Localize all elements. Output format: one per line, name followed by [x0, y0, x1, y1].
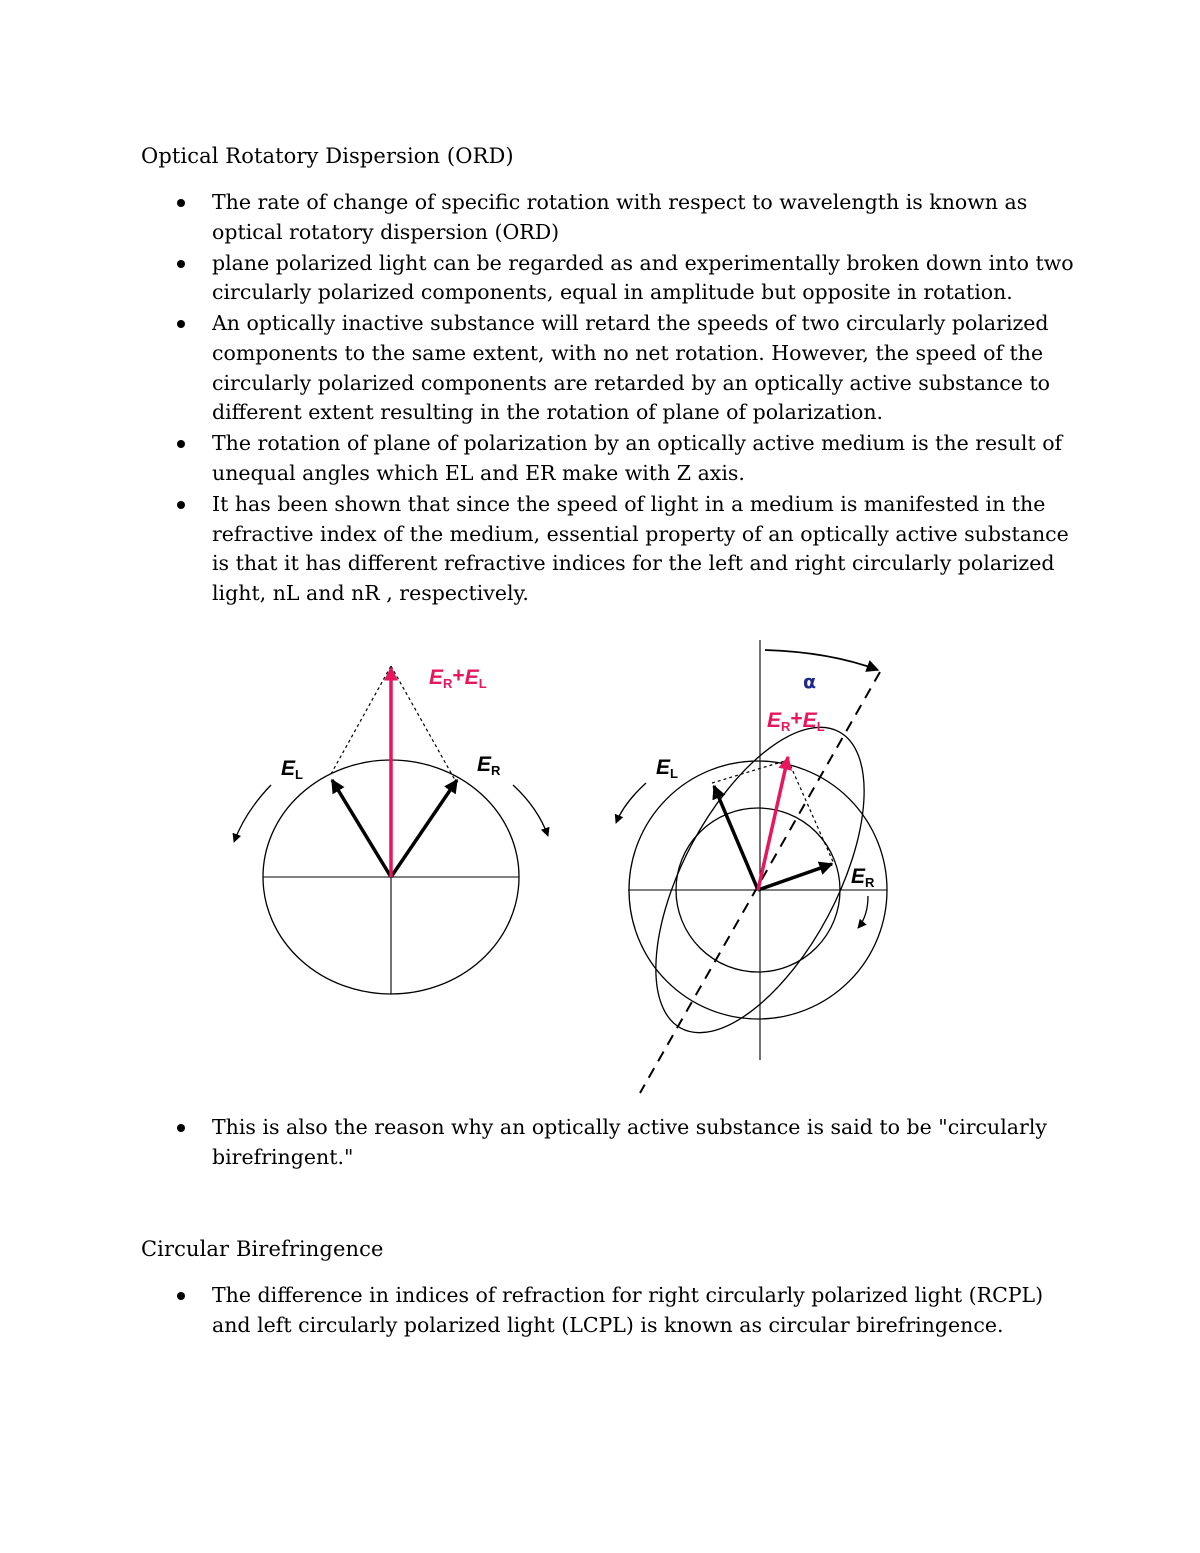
right-er-vector — [758, 864, 832, 890]
right-rotation-arrow-ccw — [616, 783, 646, 823]
right-sum-label: ER+EL — [767, 707, 825, 734]
right-dotted-line — [712, 760, 788, 783]
left-el-vector — [332, 780, 391, 877]
right-el-label: EL — [656, 756, 678, 781]
list-item: The rate of change of specific rotation with respect to wavelength is known as optical rotatory dispersion (ORD) — [141, 188, 1081, 247]
list-item: plane polarized light can be regarded as and experimentally broken down into two circularly polarized components, equal in amplitude but opposite in rotation. — [141, 249, 1081, 308]
list-item: The rotation of plane of polarization by an optically active medium is the result of unequal angles which EL and ER make with Z axis. — [141, 429, 1081, 488]
left-rotation-arrow-cw — [513, 785, 548, 836]
right-dotted-line — [788, 760, 834, 864]
right-resultant-vector — [758, 757, 788, 890]
right-er-label: ER — [851, 865, 875, 890]
left-rotation-arrow-ccw — [234, 785, 271, 842]
right-diagram — [613, 640, 907, 1093]
list-item: The difference in indices of refraction for right circularly polarized light (RCPL) and left circularly polarized light (LCPL) is known as circular birefringence. — [141, 1281, 1081, 1340]
left-diagram — [234, 664, 548, 994]
left-sum-label: ER+EL — [429, 664, 487, 691]
left-er-label: ER — [477, 753, 501, 778]
ord-bullet-list-continued — [141, 1113, 1081, 1172]
left-el-label: EL — [281, 757, 303, 782]
list-item: This is also the reason why an optically active substance is said to be "circularly birefringent." — [141, 1113, 1081, 1172]
circular-birefringence-bullet-list — [141, 1281, 1081, 1340]
list-item: An optically inactive substance will retard the speeds of two circularly polarized components to the same extent, with no net rotation. However, the speed of the circularly polarized components are retarded by an optically active substance to different extent resulting in the rotation of plane of polarization. — [141, 309, 1081, 427]
right-rotation-arrow-cw — [858, 896, 868, 928]
right-el-vector — [714, 786, 758, 890]
left-er-vector — [391, 780, 457, 877]
right-alpha-arc — [765, 650, 878, 670]
list-item: It has been shown that since the speed of light in a medium is manifested in the refractive index of the medium, essential property of an optically active substance is that it has different refractive indices for the left and right circularly polarized light, nL and nR , respectively. — [141, 490, 1081, 608]
ord-heading: Optical Rotatory Dispersion (ORD) — [141, 144, 514, 168]
circular-birefringence-heading: Circular Birefringence — [141, 1237, 384, 1261]
left-dotted-line — [331, 666, 391, 774]
right-alpha-label: α — [803, 671, 817, 693]
